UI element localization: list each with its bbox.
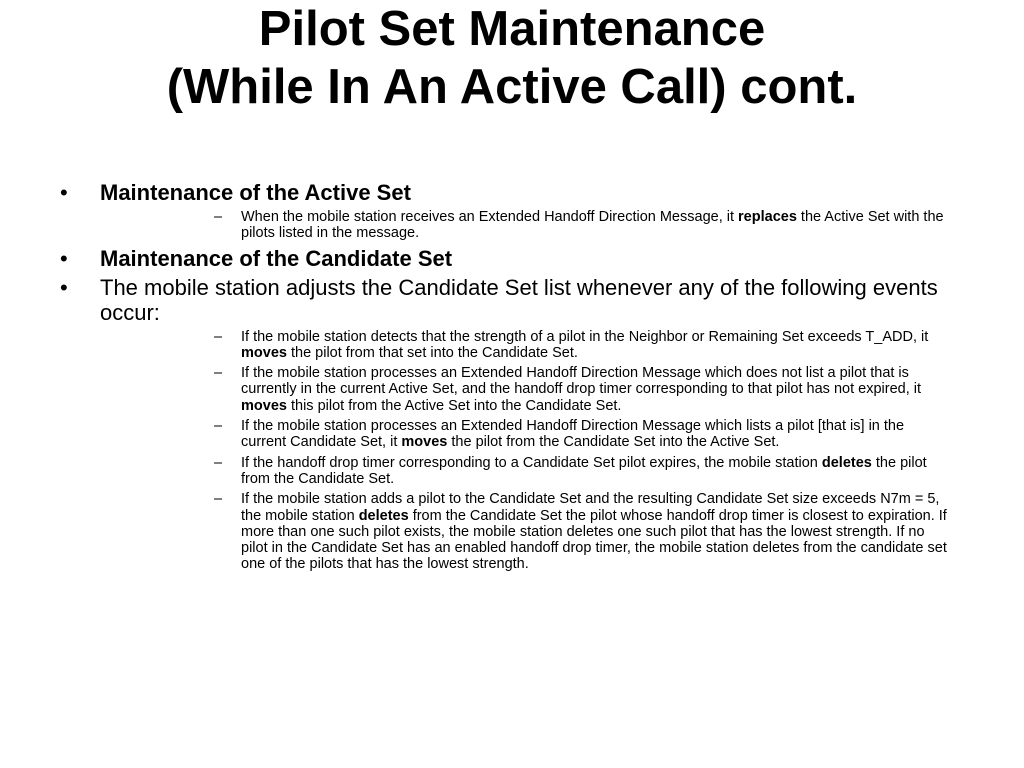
sub-list [214, 328, 952, 573]
text-run: the pilot from that set into the Candidate Set. [286, 344, 578, 361]
sub-bullet-text [241, 491, 947, 572]
bold-text-run: moves [241, 344, 287, 361]
sub-bullet-item [214, 328, 952, 362]
title-line-1: Pilot Set Maintenance [258, 2, 766, 56]
sub-bullet-text [241, 418, 904, 450]
dash-symbol: – [214, 454, 223, 471]
bullet-item [60, 275, 960, 325]
text-run: If the handoff drop timer corresponding to a Candidate Set pilot expires, the mobile station [241, 454, 822, 471]
sub-bullet-text [241, 365, 921, 414]
sub-bullet-text [241, 329, 928, 361]
text-run: If the mobile station processes an Extended Handoff Direction Message which lists a pilot [that is] in the current Candidate Set, it [241, 418, 905, 451]
bullet-text: The mobile station adjusts the Candidate Set list whenever any of the following events occur: [100, 274, 938, 325]
sub-bullet-item [214, 454, 952, 488]
bold-text-run: moves [401, 434, 448, 451]
sub-bullet-item [214, 491, 952, 573]
text-run: If the mobile station detects that the strength of a pilot in the Neighbor or Remaining Set exceeds T_ADD, it [241, 328, 929, 345]
text-run: If the mobile station adds a pilot to the Candidate Set and the resulting Candidate Set size exceeds N7m = 5, the mobile station [241, 491, 940, 524]
text-run: the Active Set with the pilots listed in the message. [241, 209, 944, 242]
slide-title [0, 0, 1024, 116]
slide-body [60, 180, 960, 577]
bullet-text: Maintenance of the Candidate Set [100, 245, 453, 271]
sub-bullet-text [241, 455, 927, 487]
sub-bullet-text [241, 209, 944, 241]
text-run: this pilot from the Active Set into the Candidate Set. [286, 397, 622, 414]
dash-symbol: – [214, 209, 223, 225]
sub-bullet-item [214, 418, 952, 451]
text-run: from the Candidate Set the pilot whose handoff drop timer is closest to expiration. If more than one such pilot exists, the mobile station deletes one such pilot that has the lowest strength. If no pilot in the Candidate Set has an enabled handoff drop timer, the mobile station deletes from the candidate set one of the pilots that has the lowest strength. [241, 507, 947, 573]
bullet-symbol: • [60, 245, 68, 271]
dash-symbol: – [214, 418, 223, 435]
bold-text-run: deletes [358, 507, 409, 524]
text-run: When the mobile station receives an Extended Handoff Direction Message, it [241, 209, 739, 225]
bold-text-run: replaces [738, 209, 797, 225]
bold-text-run: deletes [821, 454, 872, 471]
bullet-item [60, 246, 960, 271]
bullet-symbol: • [60, 180, 68, 205]
sub-bullet-item [214, 365, 952, 414]
sub-bullet-item [214, 209, 952, 242]
bullet-text: Maintenance of the Active Set [100, 180, 411, 205]
sub-list [214, 209, 952, 242]
text-run: the pilot from the Candidate Set into the Active Set. [447, 434, 780, 451]
dash-symbol: – [214, 491, 223, 508]
dash-symbol: – [214, 365, 223, 382]
text-run: If the mobile station processes an Extended Handoff Direction Message which does not list a pilot that is currently in the current Active Set, and the handoff drop timer corresponding to that pilot has not expired, it [241, 365, 922, 398]
bullet-item [60, 180, 960, 205]
bullet-symbol: • [60, 274, 68, 300]
text-run: the pilot from the Candidate Set. [241, 454, 927, 487]
dash-symbol: – [214, 328, 223, 345]
bold-text-run: moves [241, 397, 287, 414]
title-line-2: (While In An Active Call) cont. [166, 60, 858, 114]
